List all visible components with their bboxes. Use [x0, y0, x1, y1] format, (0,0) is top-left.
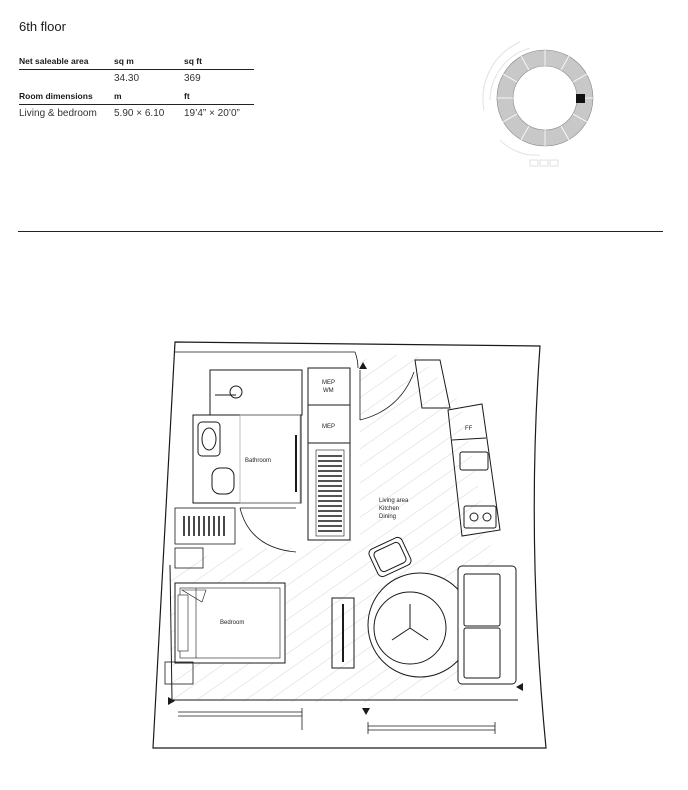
room-row [19, 105, 254, 123]
sofa [458, 566, 516, 684]
window-band [178, 708, 495, 734]
area-header-label: Net saleable area [19, 52, 114, 70]
floor-title: 6th floor [19, 19, 66, 34]
divider-rule [18, 231, 663, 232]
wardrobe-hangers [184, 516, 224, 536]
area-values-row [19, 70, 254, 88]
living-label-1: Living area [379, 498, 409, 504]
basin [198, 422, 220, 456]
dining-table [368, 573, 472, 677]
mep-wm-label-2: WM [323, 388, 334, 394]
room-header-row [19, 87, 254, 105]
room-header-m: m [114, 87, 184, 105]
key-plan [470, 30, 620, 170]
bathroom [193, 370, 302, 503]
shelving [318, 456, 342, 531]
bathroom-door [240, 508, 296, 552]
room-imperial: 19’4” × 20’0” [184, 108, 240, 119]
bathroom-label: Bathroom [245, 458, 272, 464]
room-header-label: Room dimensions [19, 87, 114, 105]
spec-table [19, 52, 254, 122]
toilet [212, 468, 234, 494]
floor-plan [0, 330, 688, 760]
room-name: Living & bedroom [19, 108, 97, 119]
area-header-row [19, 52, 254, 70]
room-header-ft: ft [184, 87, 254, 105]
area-value-blank [19, 70, 114, 88]
area-value-sqm: 34.30 [114, 73, 140, 84]
bedroom-label: Bedroom [220, 620, 245, 626]
area-header-sqm: sq m [114, 52, 184, 70]
mep-wm-label-1: MEP [322, 380, 336, 386]
living-label-2: Kitchen [379, 506, 400, 512]
living-label-3: Dining [379, 514, 397, 520]
mep-label: MEP [322, 424, 336, 430]
room-metric: 5.90 × 6.10 [114, 108, 165, 119]
ff-label: FF [465, 426, 473, 432]
area-value-sqft: 369 [184, 73, 201, 84]
shower-drain [230, 386, 242, 398]
key-plan-unit-highlight [576, 94, 585, 103]
area-header-sqft: sq ft [184, 52, 254, 70]
